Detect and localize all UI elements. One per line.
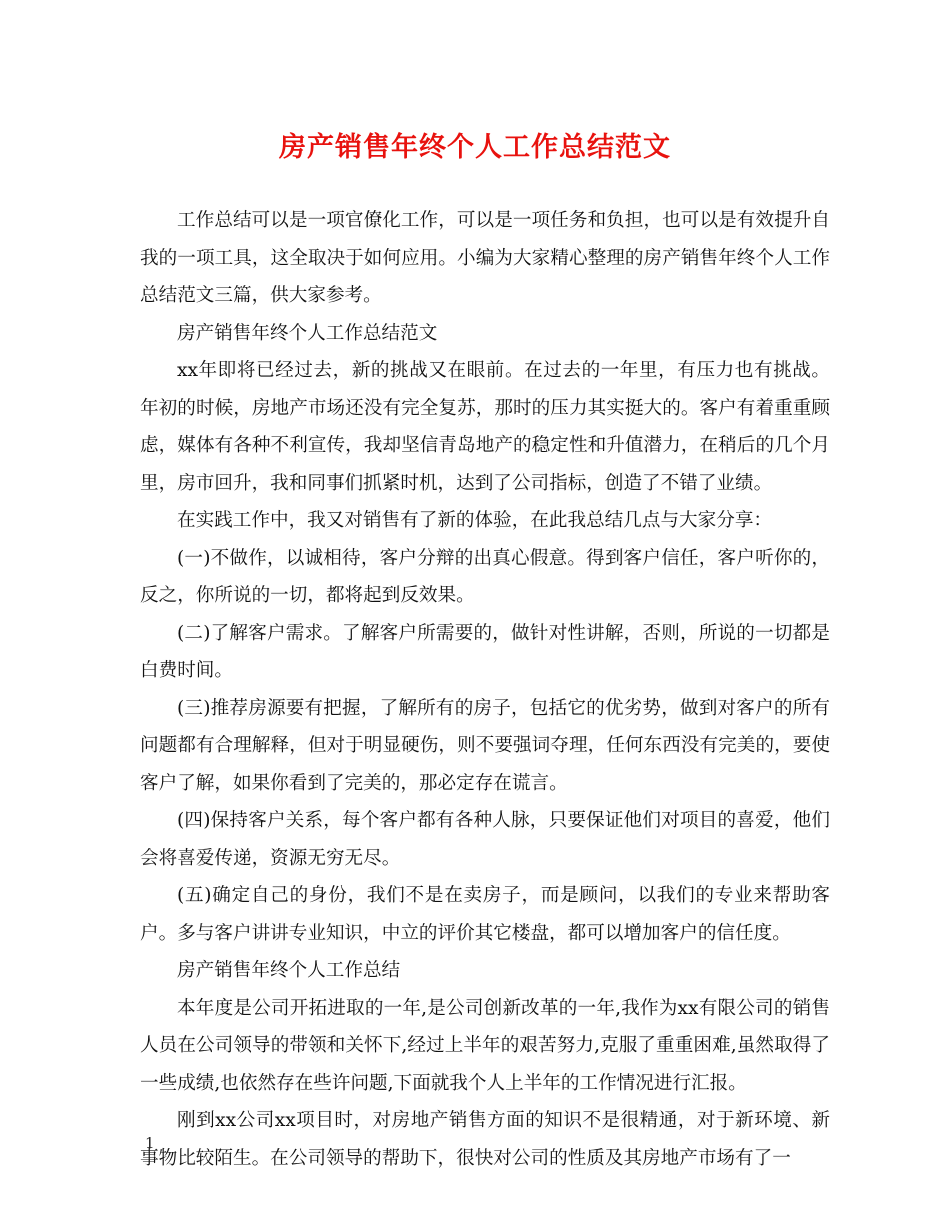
section-heading-1: 房产销售年终个人工作总结范文	[177, 322, 438, 344]
paragraph-year-review: xx年即将已经过去，新的挑战又在眼前。在过去的一年里，有压力也有挑战。年初的时候，房地产市场还没有完全复苏，那时的压力其实挺大的。客户有着重重顾虑，媒体有各种不利宣传，我却坚信青岛地产的稳定性和升值潜力，在稍后的几个月里，房市回升，我和同事们抓紧时机，达到了公司指标，创造了不错了业绩。	[140, 360, 830, 494]
section-heading-2: 房产销售年终个人工作总结	[177, 960, 401, 981]
list-item-5: (五)确定自己的身份，我们不是在卖房子，而是顾问，以我们的专业来帮助客户。多与客户讲讲专业知识，中立的评价其它楼盘，都可以增加客户的信任度。	[140, 885, 830, 944]
list-item-3: (三)推荐房源要有把握，了解所有的房子，包括它的优劣势，做到对客户的所有问题都有合理解释，但对于明显硬伤，则不要强词夺理，任何东西没有完美的，要使客户了解，如果你看到了完美的，那必定存在谎言。	[140, 697, 830, 794]
list-item-2: (二)了解客户需求。了解客户所需要的，做针对性讲解，否则，所说的一切都是白费时间。	[140, 622, 830, 681]
paragraph-company-year: 本年度是公司开拓进取的一年,是公司创新改革的一年,我作为xx有限公司的销售人员在公司领导的带领和关怀下,经过上半年的艰苦努力,克服了重重困难,虽然取得了一些成绩,也依然存在些许问题,下面就我个人上半年的工作情况进行汇报。	[140, 997, 830, 1094]
document-body	[140, 202, 830, 1177]
page-title: 房产销售年终个人工作总结范文	[279, 132, 671, 163]
page-number: 1	[145, 1134, 155, 1152]
paragraph-experience-intro: 在实践工作中，我又对销售有了新的体验，在此我总结几点与大家分享：	[177, 510, 773, 531]
paragraph-new-project: 刚到xx公司xx项目时，对房地产销售方面的知识不是很精通，对于新环境、新事物比较陌生。在公司领导的帮助下，很快对公司的性质及其房地产市场有了一	[140, 1110, 830, 1169]
intro-paragraph: 工作总结可以是一项官僚化工作，可以是一项任务和负担，也可以是有效提升自我的一项工具，这全取决于如何应用。小编为大家精心整理的房产销售年终个人工作总结范文三篇，供大家参考。	[140, 210, 830, 306]
list-item-4: (四)保持客户关系，每个客户都有各种人脉，只要保证他们对项目的喜爱，他们会将喜爱传递，资源无穷无尽。	[140, 810, 830, 869]
list-item-1: (一)不做作，以诚相待，客户分辩的出真心假意。得到客户信任，客户听你的，反之，你所说的一切，都将起到反效果。	[140, 547, 830, 606]
